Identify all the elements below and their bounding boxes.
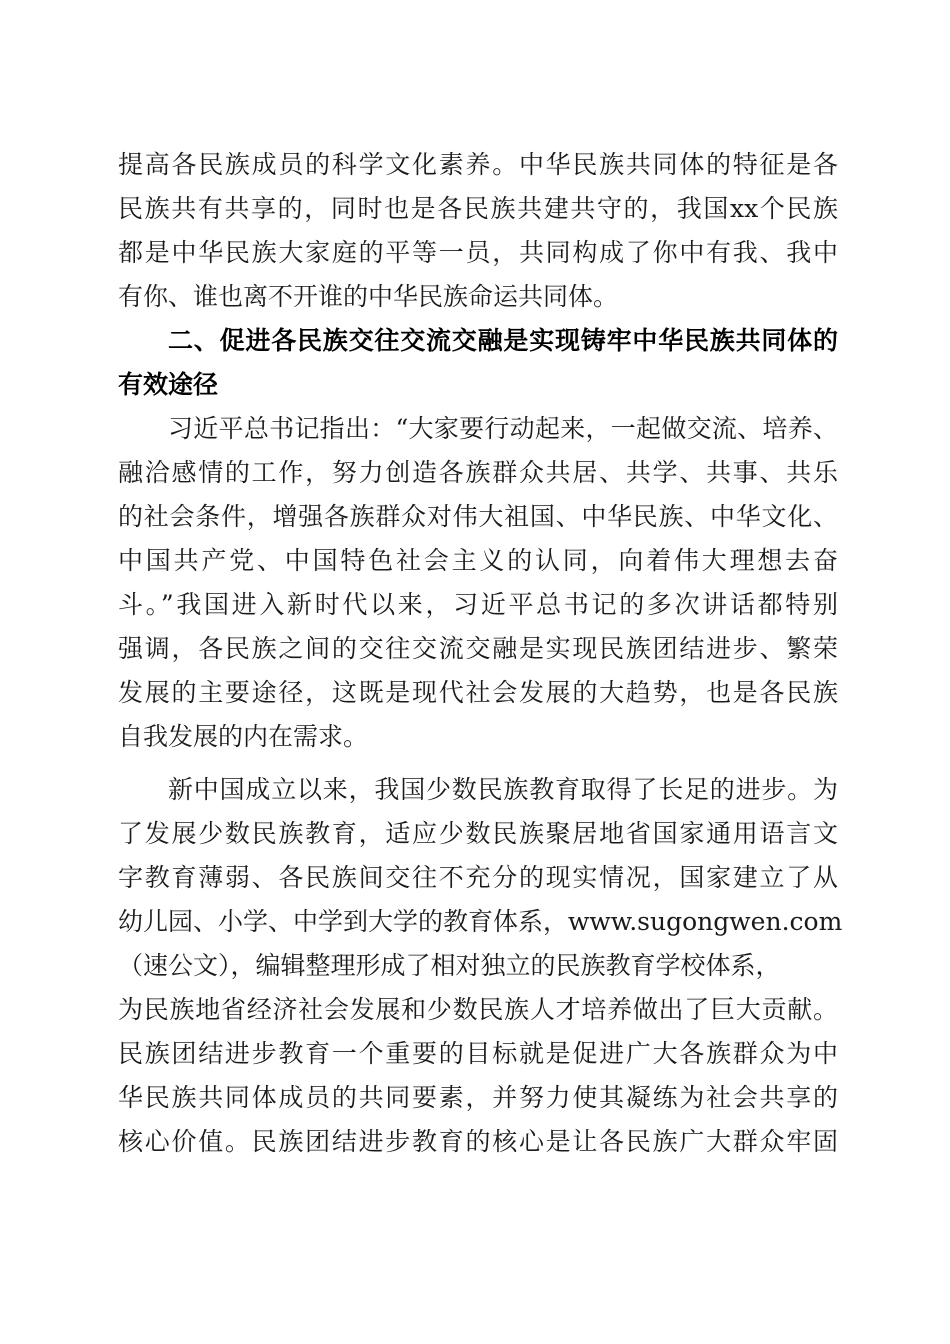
section-heading-line-2: 有效途径 xyxy=(118,370,219,399)
paragraph-3-line-7: 民族团结进步教育一个重要的目标就是促进广大各族群众为中 xyxy=(118,1039,838,1068)
paragraph-3-line-2: 了发展少数民族教育，适应少数民族聚居地省国家通用语言文 xyxy=(118,819,838,848)
paragraph-3-line-1: 新中国成立以来，我国少数民族教育取得了长足的进步。为 xyxy=(168,775,838,804)
paragraph-2-line-1: 习近平总书记指出：“大家要行动起来，一起做交流、培养、 xyxy=(168,414,838,443)
paragraph-1-line-2: 民族共有共享的，同时也是各民族共建共守的，我国xx个民族 xyxy=(118,194,838,223)
paragraph-3-line-5: （速公文），编辑整理形成了相对独立的民族教育学校体系， xyxy=(118,951,781,980)
paragraph-3-line-8: 华民族共同体成员的共同要素，并努力使其凝练为社会共享的 xyxy=(118,1083,838,1112)
paragraph-3-line-6: 为民族地省经济社会发展和少数民族人才培养做出了巨大贡献。 xyxy=(118,995,838,1024)
paragraph-2-line-8: 自我发展的内在需求。 xyxy=(118,722,369,751)
paragraph-2-line-6: 强调，各民族之间的交往交流交融是实现民族团结进步、繁荣 xyxy=(118,634,838,663)
paragraph-1-line-1: 提高各民族成员的科学文化素养。中华民族共同体的特征是各 xyxy=(118,150,838,179)
paragraph-3-line-9: 核心价值。民族团结进步教育的核心是让各民族广大群众牢固 xyxy=(118,1127,838,1156)
paragraph-2-line-7: 发展的主要途径，这既是现代社会发展的大趋势，也是各民族 xyxy=(118,678,838,707)
paragraph-2-line-3: 的社会条件，增强各族群众对伟大祖国、中华民族、中华文化、 xyxy=(118,502,838,531)
paragraph-3-line-4: 幼儿园、小学、中学到大学的教育体系，www.sugongwen.com xyxy=(118,907,843,936)
paragraph-2-line-2: 融洽感情的工作，努力创造各族群众共居、共学、共事、共乐 xyxy=(118,458,838,487)
paragraph-2-line-4: 中国共产党、中国特色社会主义的认同，向着伟大理想去奋 xyxy=(118,546,838,575)
paragraph-2-line-5: 斗。”我国进入新时代以来，习近平总书记的多次讲话都特别 xyxy=(118,590,838,619)
section-heading-line-1: 二、促进各民族交往交流交融是实现铸牢中华民族共同体的 xyxy=(168,326,838,355)
paragraph-3-line-3: 字教育薄弱、各民族间交往不充分的现实情况，国家建立了从 xyxy=(118,863,838,892)
paragraph-1-line-3: 都是中华民族大家庭的平等一员，共同构成了你中有我、我中 xyxy=(118,238,838,267)
paragraph-1-line-4: 有你、谁也离不开谁的中华民族命运共同体。 xyxy=(118,282,619,311)
